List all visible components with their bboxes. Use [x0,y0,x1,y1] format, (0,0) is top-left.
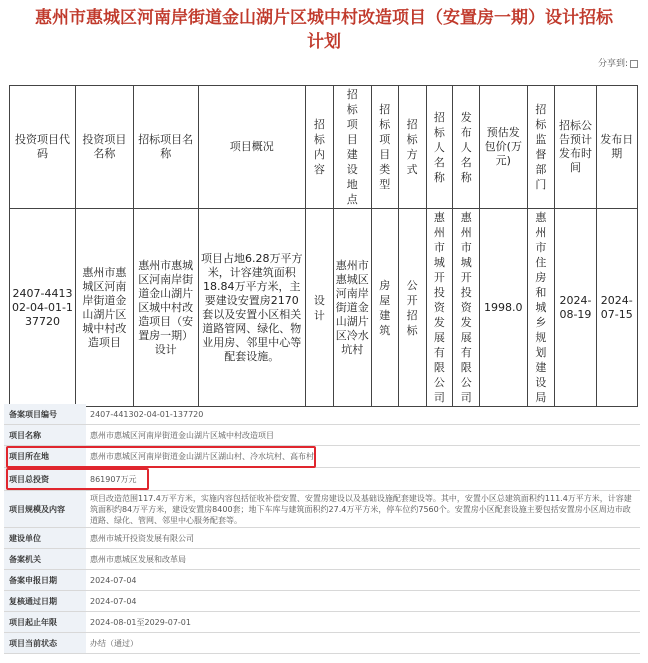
header-cell: 招标监督部门 [527,86,555,209]
detail-row [4,633,640,654]
title-line-2: 计划 [307,32,341,52]
detail-value: 2024-07-04 [90,596,137,606]
share-label: 分享到: [597,59,628,69]
detail-row [4,528,640,549]
detail-value: 惠州市惠城区河南岸街道金山湖片区城中村改造项目 [90,430,274,440]
cell-plan-time: 2024-08-19 [555,209,596,407]
cell-publish-date: 2024-07-15 [596,209,637,407]
header-cell: 招标项目类型 [371,86,398,209]
cell-publisher: 惠州市城开投资发展有限公司 [453,209,480,407]
header-cell: 招标公告预计发布时间 [555,86,596,209]
detail-value: 2407-441302-04-01-137720 [90,409,204,419]
detail-label: 项目当前状态 [4,633,86,653]
header-cell: 投资项目代码 [10,86,76,209]
detail-value: 861907万元 [90,474,137,484]
detail-value: 惠州市惠城区河南岸街道金山湖片区湖山村、冷水坑村、高布村 [90,452,314,461]
detail-label: 复核通过日期 [4,591,86,611]
share-bar[interactable] [598,56,638,69]
detail-label: 建设单位 [4,528,86,548]
header-cell: 招标内容 [305,86,333,209]
detail-row [4,591,640,612]
header-cell: 预估发包价(万元) [480,86,527,209]
cell-bid-name: 惠州市惠城区河南岸街道金山湖片区城中村改造项目（安置房一期）设计 [133,209,198,407]
cell-content: 设计 [305,209,333,407]
detail-label: 项目总投资 [4,468,86,490]
detail-row [4,491,640,528]
detail-value: 惠州市城开投资发展有限公司 [90,533,194,543]
detail-row [4,612,640,633]
detail-label: 备案项目编号 [4,404,86,424]
cell-overview: 项目占地6.28万平方米，计容建筑面积18.84万平方米，主要建设安置房2170套以及安置小区相关道路管网、绿化、物业用房、邻里中心等配套设施。 [198,209,305,407]
detail-row [4,404,640,425]
header-cell: 招标项目名称 [133,86,198,209]
detail-row [4,549,640,570]
highlight-investment-box [6,468,149,490]
header-cell: 招标人名称 [426,86,453,209]
table-header-row [10,86,638,209]
detail-row [4,425,640,446]
detail-label: 备案申报日期 [4,570,86,590]
detail-label: 项目规模及内容 [4,491,86,527]
cell-supervisor: 惠州市住房和城乡规划建设局 [527,209,555,407]
detail-value: 项目改造范围117.4万平方米，实施内容包括征收补偿安置、安置房建设以及基础设施配套建设等。其中，安置小区总建筑面积约111.4万平方米，计容建筑面积约84万平方米，建设安置房8400套；地下车库与建筑面积约27.4万平方米，停车位约7560个。安置房小区配套设施主要包括安置房小区周边市政道路、绿化、管网、邻里中心服务配套等。 [90,493,632,525]
header-cell: 招标方式 [398,86,426,209]
cell-price: 1998.0 [480,209,527,407]
detail-label: 项目起止年限 [4,612,86,632]
detail-label: 备案机关 [4,549,86,569]
cell-invest-name: 惠州市惠城区河南岸街道金山湖片区城中村改造项目 [75,209,133,407]
share-icon[interactable] [630,60,638,68]
detail-row [4,570,640,591]
detail-value: 办结（通过） [90,638,138,648]
header-cell: 发布人名称 [453,86,480,209]
detail-value: 2024-08-01至2029-07-01 [90,617,191,627]
title-line-1: 惠州市惠城区河南岸街道金山湖片区城中村改造项目（安置房一期）设计招标 [35,8,613,28]
detail-value: 2024-07-04 [90,575,137,585]
detail-label: 项目所在地 [4,446,86,467]
cell-type: 房屋建筑 [371,209,398,407]
header-cell: 投资项目名称 [75,86,133,209]
table-row [10,209,638,407]
header-cell: 招标项目建设地点 [333,86,371,209]
header-cell: 发布日期 [596,86,637,209]
detail-value: 惠州市惠城区发展和改革局 [90,554,186,564]
cell-bidder: 惠州市城开投资发展有限公司 [426,209,453,407]
cell-location: 惠州市惠城区河南岸街道金山湖片区冷水坑村 [333,209,371,407]
highlight-location-box [6,446,316,468]
page-title [8,6,640,54]
cell-method: 公开招标 [398,209,426,407]
header-cell: 项目概况 [198,86,305,209]
bid-plan-table [9,85,638,407]
project-detail-panel [4,404,640,656]
detail-label: 项目名称 [4,425,86,445]
cell-code: 2407-441302-04-01-137720 [10,209,76,407]
